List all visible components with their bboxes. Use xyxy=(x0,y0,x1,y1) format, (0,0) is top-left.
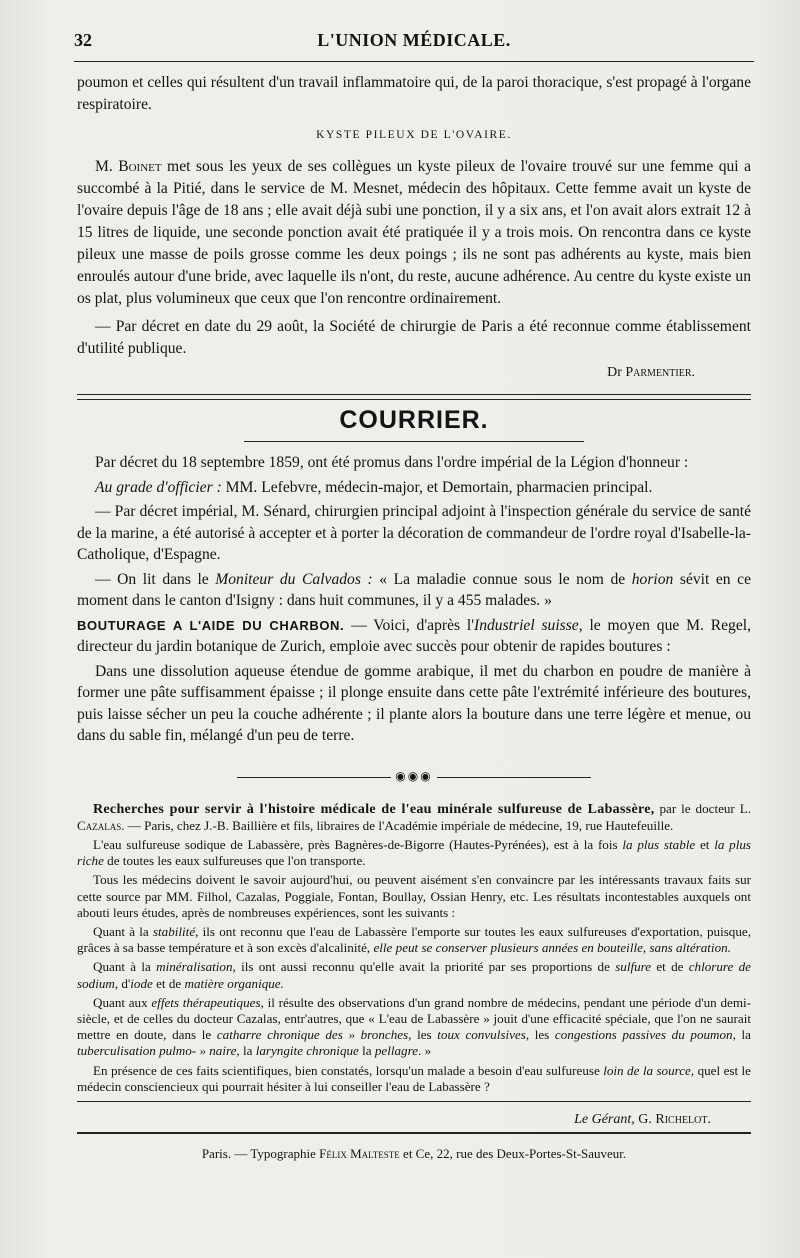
advert-paragraph: En présence de ces faits scientifiques, bien constatés, lorsqu'un malade a besoin d'eau sulfureuse loin de la source, quel est le médecin consciencieux qui pourrait hésiter à lui conseiller l'eau de Labassère ? xyxy=(77,1062,751,1094)
signature: Dr Parmentier. xyxy=(607,365,695,380)
courrier-paragraph: BOUTURAGE A L'AIDE DU CHARBON. — Voici, d'après l'Industriel suisse, le moyen que M. Regel, directeur du jardin botanique de Zurich, emploie avec succès pour obtenir de rapides boutures : xyxy=(77,616,751,655)
page-number: 32 xyxy=(74,30,92,50)
running-title: L'UNION MÉDICALE. xyxy=(317,30,511,50)
main-column xyxy=(77,72,751,1162)
advert-paragraph: L'eau sulfureuse sodique de Labassère, près Bagnères-de-Bigorre (Hautes-Pyrénées), est à la fois la plus stable et la plus riche de toutes les eaux sulfureuses que l'on transporte. xyxy=(77,836,751,869)
courrier-paragraph: — On lit dans le Moniteur du Calvados : « La maladie connue sous le nom de horion sévit en ce moment dans le canton d'Isigny : dans huit communes, il y a 455 malades. » xyxy=(77,570,751,609)
advert-paragraph: Quant aux effets thérapeutiques, il résulte des observations d'un grand nombre de médecins, pendant une période d'un demi-siècle, et de celles du docteur Cazalas, entr'autres, que « L'eau de Labassère » jouit d'une efficacité spéciale, que l'on ne saurait mettre en doute, dans le catharre chronique des » bronches, les toux convulsives, les congestions passives du poumon, la tuberculisation pulmo- » naire, la laryngite chronique la pellagre. » xyxy=(77,994,752,1059)
printer-imprint: Paris. — Typographie Félix Malteste et Ce, 22, rue des Deux-Portes-St-Sauveur. xyxy=(201,1145,627,1161)
courrier-paragraph: Au grade d'officier : MM. Lefebvre, médecin-major, et Demortain, pharmacien principal. xyxy=(95,478,653,496)
ornament-glyph: ◉◉◉ xyxy=(391,769,436,783)
courrier-section xyxy=(77,452,751,747)
courrier-title: COURRIER. xyxy=(339,406,489,434)
author-name: M. Boinet xyxy=(95,158,162,175)
title-underline xyxy=(244,441,584,442)
header-rule xyxy=(74,61,754,62)
section-heading: KYSTE PILEUX DE L'OVAIRE. xyxy=(316,129,512,141)
footer-rule xyxy=(77,1101,751,1102)
page-header xyxy=(74,30,754,58)
gerant-signature: Le Gérant, G. Richelot. xyxy=(574,1111,711,1127)
courrier-paragraph: Par décret du 18 septembre 1859, ont été promus dans l'ordre impérial de la Légion d'honneur : xyxy=(95,454,689,471)
footer-thick-rule xyxy=(77,1132,751,1134)
section-divider xyxy=(77,394,751,400)
courrier-paragraph: — Par décret impérial, M. Sénard, chirurgien principal adjoint à l'inspection générale du service de santé de la marine, a été autorisé à accepter et à porter la décoration de commandeur de l'ordre royal d'Isabelle-la-Catholique, d'Espagne. xyxy=(77,503,751,563)
decret-paragraph: — Par décret en date du 29 août, la Société de chirurgie de Paris a été reconnue comme établissement d'utilité publique. xyxy=(77,318,751,357)
continuation-paragraph: poumon et celles qui résultent d'un travail inflammatoire qui, de la paroi thoracique, s'est propagé à l'organe respiratoire. xyxy=(77,74,751,113)
advert-paragraph: Quant à la minéralisation, ils ont aussi reconnu qu'elle avait la priorité par ses proportions de sulfure et de chlorure de sodium, d'iode et de matière organique. xyxy=(77,959,751,991)
top-section xyxy=(77,72,751,384)
advert-paragraph: Tous les médecins doivent le savoir aujourd'hui, ou peuvent aisément s'en convaincre par les intéressants travaux faits sur cette source par MM. Filhol, Cazalas, Poggiale, Fontan, Boullay, Ossian Henry, etc. Les résultats incontestables auxquels ont abouti leurs études, après de nombreuses expériences, sont les suivants : xyxy=(77,872,751,920)
ornament-divider xyxy=(77,769,751,787)
advert-paragraph: Quant à la stabilité, ils ont reconnu que l'eau de Labassère l'emporte sur toutes les eaux sulfureuses d'exportation, puisque, grâces à sa basse température et à son excès d'alcalinité, elle peut se conserver plusieurs années en bouteille, sans altération. xyxy=(77,923,751,956)
advert-heading: Recherches pour servir à l'histoire médicale de l'eau minérale sulfureuse de Labassère, par le docteur L. Cazalas. — Paris, chez J.-B. Baillière et fils, libraires de l'Académie impériale de médecine, 19, rue Hautefeuille. xyxy=(77,800,752,833)
courrier-paragraph: Dans une dissolution aqueuse étendue de gomme arabique, il met du charbon en poudre de manière à former une pâte suffisamment épaisse ; il plonge ensuite dans cette pâte l'extrémité inférieure des boutures, puis laisse sécher un peu la couche adhérente ; il plante alors la bouture dans une terre légère et menue, ou dans du sable fin, mélangé d'un peu de terre. xyxy=(77,662,751,744)
kyste-paragraph: M. Boinet met sous les yeux de ses collègues un kyste pileux de l'ovaire trouvé sur une femme qui a succombé à la Pitié, dans le service de M. Mesnet, médecin des hôpitaux. Cette femme avait un kyste de l'ovaire depuis l'âge de 18 ans ; elle avait déjà subi une ponction, il y a six ans, et l'on avait alors extrait 12 à 15 litres de liquide, une seconde ponction avait été pratiquée il y a trois mois. On rencontra dans ce kyste pileux une masse de poils grosse comme les deux poings ; ils ne sont pas adhérents au kyste, mais bien enroulés autour d'une bride, avec laquelle ils n'ont, du reste, aucune adhérence. Au centre du kyste existe un os plat, plus volumineux que ceux que l'on rencontre ordinairement. xyxy=(77,158,751,307)
advertisement xyxy=(77,801,751,1095)
